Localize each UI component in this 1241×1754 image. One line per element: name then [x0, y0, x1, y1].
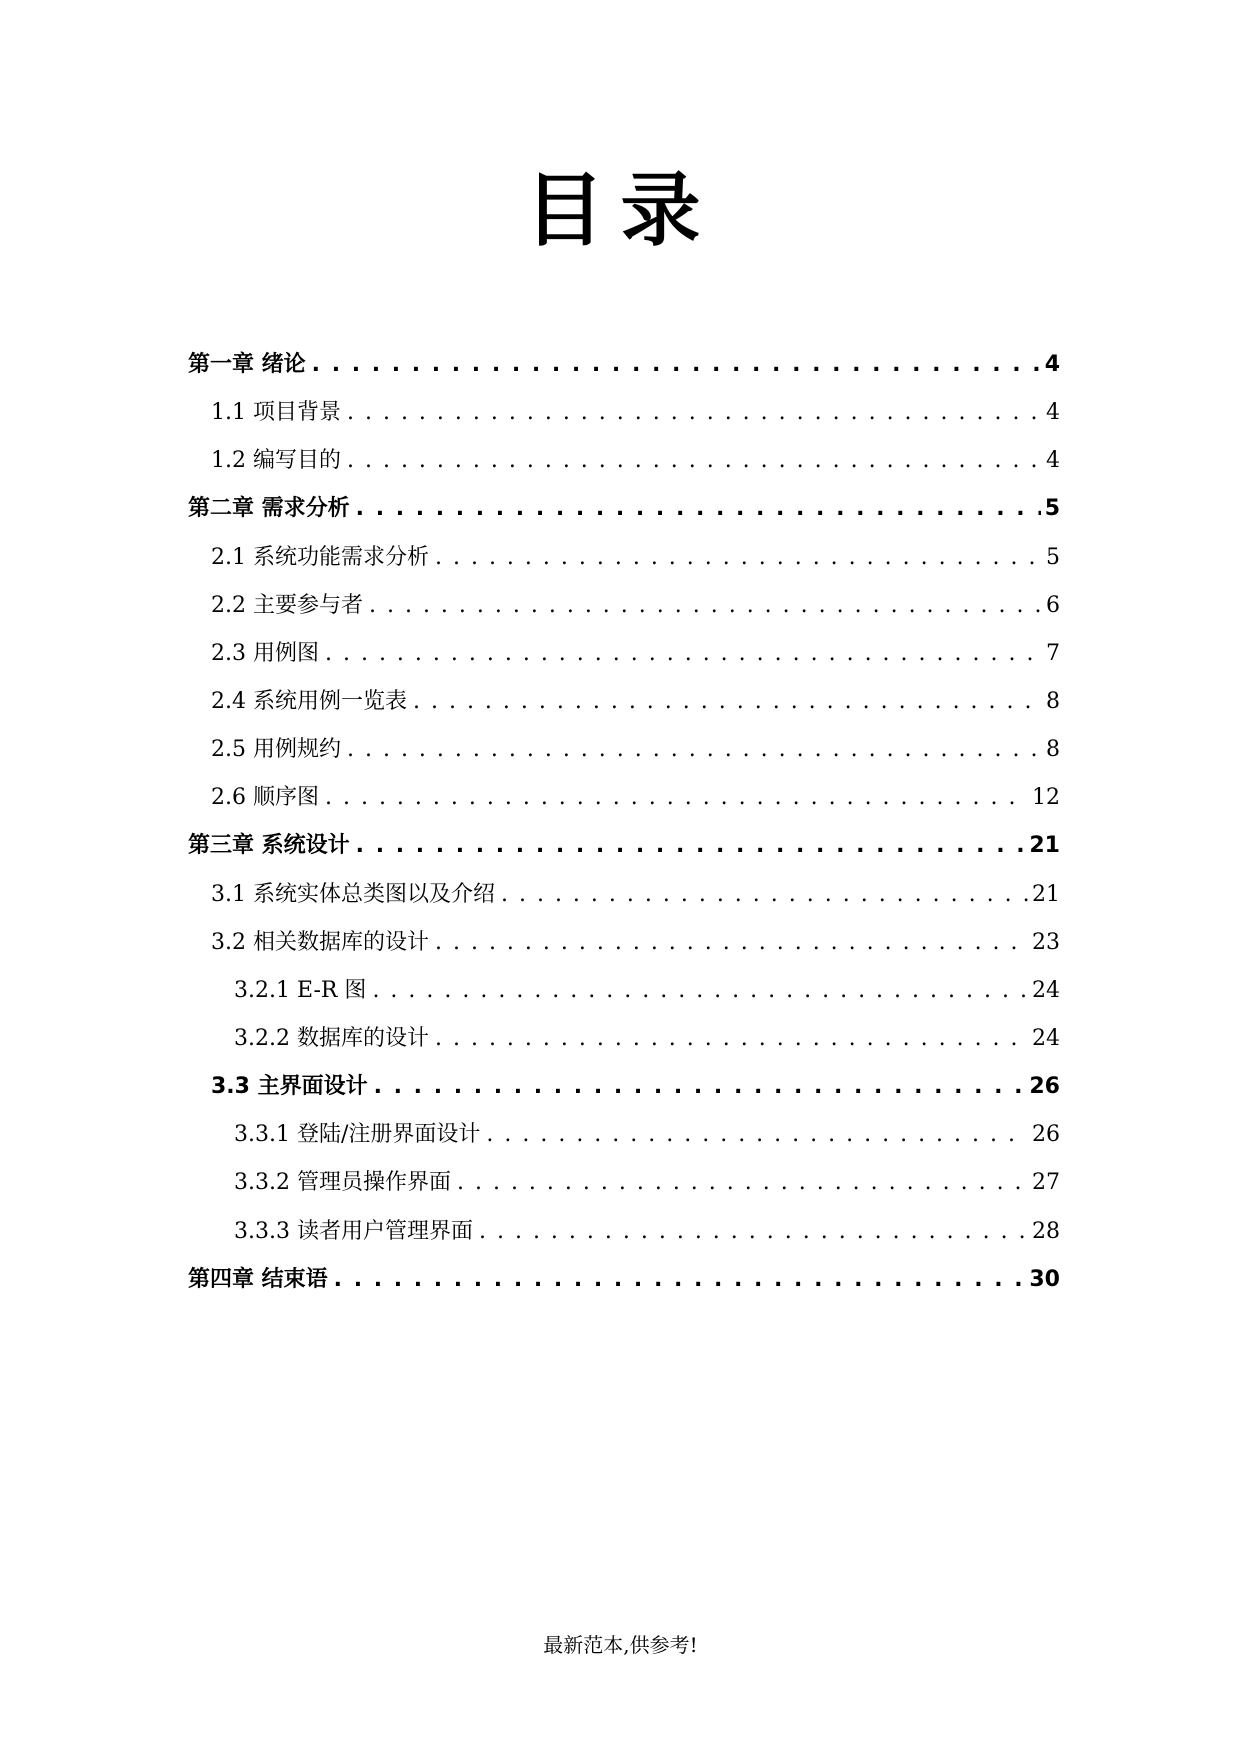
toc-entry[interactable]	[188, 1063, 1060, 1111]
table-of-contents	[188, 341, 1060, 1304]
toc-entry-label: 3.3.2 管理员操作界面	[234, 1170, 451, 1196]
toc-entry-page: 8	[1046, 688, 1060, 714]
toc-entry[interactable]	[188, 1256, 1060, 1304]
toc-entry-label: 2.5 用例规约	[211, 737, 341, 763]
toc-leader-dots	[374, 1063, 1026, 1111]
toc-leader-dots	[347, 726, 1042, 774]
document-title: 目录	[524, 163, 717, 257]
toc-entry-label: 1.1 项目背景	[211, 400, 341, 426]
toc-leader-dots	[435, 534, 1042, 582]
toc-entry-page: 4	[1046, 448, 1060, 474]
toc-entry-page: 28	[1032, 1218, 1060, 1244]
toc-leader-dots	[312, 341, 1041, 389]
page-footer: 最新范本,供参考!	[543, 1633, 698, 1657]
toc-entry-label: 3.3 主界面设计	[211, 1074, 368, 1100]
toc-entry-label: 3.1 系统实体总类图以及介绍	[211, 881, 495, 907]
toc-entry-label: 2.4 系统用例一览表	[211, 688, 407, 714]
toc-entry[interactable]	[188, 1111, 1060, 1159]
toc-entry-label: 3.2.1 E-R 图	[234, 977, 367, 1003]
toc-leader-dots	[486, 1111, 1028, 1159]
toc-entry-label: 3.3.1 登陆/注册界面设计	[234, 1122, 481, 1148]
toc-entry-label: 3.2.2 数据库的设计	[234, 1025, 429, 1051]
toc-entry-label: 2.1 系统功能需求分析	[211, 544, 429, 570]
toc-entry-page: 21	[1029, 833, 1060, 859]
toc-entry[interactable]	[188, 341, 1060, 389]
toc-entry-label: 2.3 用例图	[211, 640, 319, 666]
toc-entry[interactable]	[188, 437, 1060, 485]
toc-entry[interactable]	[188, 919, 1060, 967]
toc-leader-dots	[435, 919, 1028, 967]
toc-entry-page: 5	[1046, 544, 1060, 570]
toc-leader-dots	[356, 485, 1041, 533]
toc-entry[interactable]	[188, 1208, 1060, 1256]
toc-leader-dots	[501, 871, 1028, 919]
toc-entry[interactable]	[188, 822, 1060, 870]
toc-entry[interactable]	[188, 630, 1060, 678]
toc-entry-page: 23	[1032, 929, 1060, 955]
toc-leader-dots	[356, 822, 1026, 870]
toc-leader-dots	[369, 582, 1042, 630]
toc-leader-dots	[479, 1208, 1028, 1256]
toc-entry-label: 1.2 编写目的	[211, 448, 341, 474]
toc-entry-label: 第三章 系统设计	[188, 833, 350, 859]
toc-entry-page: 7	[1046, 640, 1060, 666]
toc-entry[interactable]	[188, 389, 1060, 437]
toc-entry-page: 21	[1032, 881, 1060, 907]
toc-entry-page: 24	[1032, 977, 1060, 1003]
toc-leader-dots	[372, 967, 1028, 1015]
toc-entry-page: 8	[1046, 737, 1060, 763]
toc-entry[interactable]	[188, 726, 1060, 774]
toc-entry-label: 2.2 主要参与者	[211, 592, 363, 618]
toc-entry[interactable]	[188, 582, 1060, 630]
toc-leader-dots	[413, 678, 1042, 726]
toc-entry[interactable]	[188, 967, 1060, 1015]
toc-leader-dots	[325, 774, 1028, 822]
toc-entry-page: 27	[1032, 1170, 1060, 1196]
toc-entry-label: 第二章 需求分析	[188, 496, 350, 522]
toc-entry-page: 26	[1032, 1122, 1060, 1148]
toc-entry-label: 第四章 结束语	[188, 1266, 328, 1292]
toc-entry-page: 4	[1044, 352, 1060, 377]
toc-entry[interactable]	[188, 1015, 1060, 1063]
toc-entry-label: 3.3.3 读者用户管理界面	[234, 1218, 473, 1244]
toc-entry[interactable]	[188, 485, 1060, 533]
toc-entry-page: 26	[1029, 1074, 1060, 1100]
toc-entry-page: 5	[1044, 496, 1060, 522]
toc-entry-label: 2.6 顺序图	[211, 785, 319, 811]
toc-leader-dots	[457, 1159, 1028, 1207]
toc-entry[interactable]	[188, 1159, 1060, 1207]
toc-entry-page: 4	[1046, 400, 1060, 426]
toc-leader-dots	[347, 389, 1042, 437]
toc-entry[interactable]	[188, 678, 1060, 726]
toc-entry[interactable]	[188, 774, 1060, 822]
toc-entry[interactable]	[188, 871, 1060, 919]
toc-leader-dots	[435, 1015, 1028, 1063]
toc-entry-page: 24	[1032, 1025, 1060, 1051]
toc-entry[interactable]	[188, 534, 1060, 582]
toc-entry-page: 12	[1032, 785, 1060, 811]
toc-entry-page: 30	[1029, 1266, 1060, 1292]
toc-leader-dots	[347, 437, 1042, 485]
toc-entry-page: 6	[1046, 592, 1060, 618]
toc-entry-label: 3.2 相关数据库的设计	[211, 929, 429, 955]
toc-leader-dots	[334, 1256, 1026, 1304]
toc-leader-dots	[325, 630, 1042, 678]
toc-entry-label: 第一章 绪论	[188, 352, 306, 377]
